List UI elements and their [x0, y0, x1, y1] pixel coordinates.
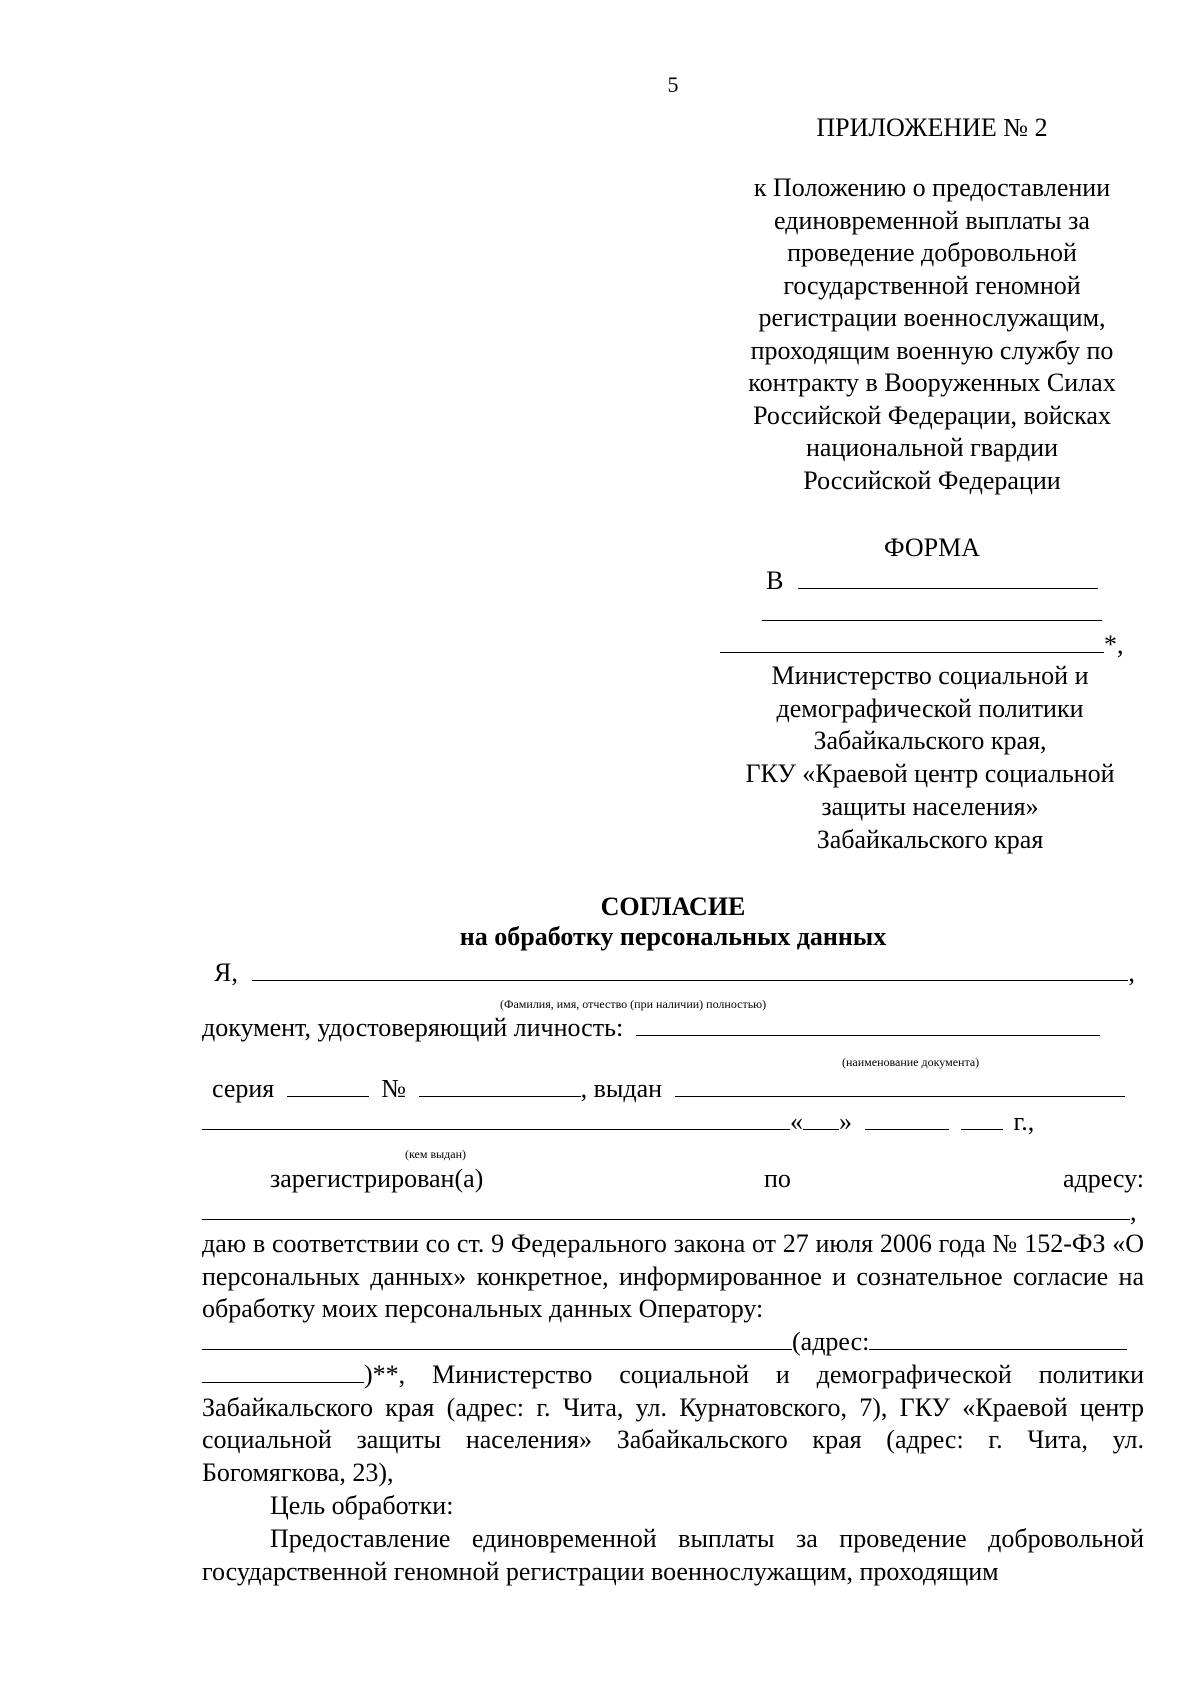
quote-close: »: [839, 1107, 852, 1136]
consent-title: СОГЛАСИЕ: [600, 892, 746, 921]
addressee-block: [700, 660, 1160, 856]
document-label: документ, удостоверяющий личность:: [202, 1013, 624, 1042]
operator-address-blank[interactable]: [869, 1327, 1127, 1350]
appendix-line: национальной гвардии: [806, 433, 1058, 462]
appendix-body: [722, 172, 1142, 497]
addressee-line-3: [720, 629, 1160, 661]
addressee-blank-2[interactable]: [762, 598, 1102, 621]
addressee-text: демографической политики: [776, 693, 1084, 723]
operator-address-blank-2[interactable]: [202, 1360, 364, 1383]
page-number: 5: [667, 72, 679, 97]
quote-open: «: [790, 1107, 803, 1136]
operator-row: [202, 1326, 1144, 1358]
operator-blank[interactable]: [202, 1327, 792, 1350]
address-comma: ,: [1130, 1197, 1137, 1226]
appendix-line: к Положению о предоставлении: [753, 173, 1111, 202]
year-blank[interactable]: [961, 1107, 1003, 1130]
addressee-line-2: [722, 597, 1142, 629]
addressee-blank-3[interactable]: [720, 630, 1104, 653]
addressee-blank-1[interactable]: [798, 566, 1098, 589]
registered-word: зарегистрирован(а): [270, 1164, 484, 1193]
consent-paragraph: даю в соответствии со ст. 9 Федерального закона от 27 июля 2006 года № 152-ФЗ «О персональных данных» конкретное, информированное и сознательное согласие на обработку моих персональных данных Оператору:: [202, 1229, 1144, 1324]
month-blank[interactable]: [865, 1107, 949, 1130]
issued-date-row: [202, 1106, 1144, 1138]
address-blank[interactable]: [202, 1197, 1130, 1220]
addressee-text: Забайкальского края,: [813, 726, 1047, 756]
day-blank[interactable]: [803, 1107, 839, 1130]
address-row: [202, 1196, 1144, 1228]
i-prefix: Я,: [214, 958, 238, 987]
addressee-text: Забайкальского края: [816, 824, 1044, 854]
purpose-paragraph: Предоставление единовременной выплаты за проведение добровольной государственной геномной регистрации военнослужащим, проходящим: [202, 1524, 1144, 1586]
appendix-line: государственной геномной: [783, 270, 1081, 300]
issued-by-blank[interactable]: [202, 1107, 790, 1130]
number-label: №: [381, 1074, 407, 1103]
forma-label: ФОРМА: [884, 533, 980, 562]
document-row: [202, 1012, 1144, 1044]
addressee-text: Министерство социальной и: [771, 661, 1089, 690]
document-caption: (наименование документа): [842, 1055, 980, 1069]
series-label: серия: [212, 1074, 275, 1103]
series-blank[interactable]: [287, 1074, 369, 1097]
series-row: [202, 1073, 1144, 1105]
address-label: (адрес:: [792, 1327, 870, 1356]
issued-blank[interactable]: [675, 1074, 1125, 1097]
fio-blank[interactable]: [252, 958, 1128, 981]
document-blank[interactable]: [636, 1013, 1100, 1036]
registered-word: по: [764, 1164, 791, 1193]
fio-comma: ,: [1128, 958, 1135, 987]
appendix-title: ПРИЛОЖЕНИЕ № 2: [816, 113, 1048, 142]
number-blank[interactable]: [419, 1074, 581, 1097]
addressee-prefix: В: [766, 566, 784, 595]
addressee-text: защиты населения»: [821, 791, 1039, 821]
issued-by-caption: (кем выдан): [405, 1147, 467, 1161]
registered-word: адресу:: [1062, 1164, 1144, 1193]
year-suffix: г.,: [1013, 1107, 1035, 1136]
appendix-line: регистрации военнослужащим,: [758, 303, 1106, 332]
appendix-line: Российской Федерации, войсках: [753, 400, 1111, 430]
ministry-paragraph: )**, Министерство социальной и демографической политики Забайкальского края (адрес: г. Чита, ул. Курнатовского, 7), ГКУ «Краевой центр социальной защиты населения» Забайкальского края (адрес: г. Чита, ул. Богомягкова, 23),: [202, 1360, 1144, 1488]
consent-subtitle: на обработку персональных данных: [459, 922, 887, 951]
purpose-label: Цель обработки:: [270, 1491, 454, 1520]
appendix-line: Российской Федерации: [803, 465, 1061, 495]
appendix-line: контракту в Вооруженных Силах: [748, 368, 1116, 397]
addressee-line-1: [722, 565, 1142, 597]
fio-row: [202, 957, 1144, 989]
issued-label: , выдан: [580, 1074, 663, 1103]
addressee-suffix: *,: [1104, 630, 1124, 659]
fio-caption: (Фамилия, имя, отчество (при наличии) полностью): [500, 997, 767, 1011]
appendix-line: проведение добровольной: [787, 238, 1077, 267]
addressee-text: ГКУ «Краевой центр социальной: [745, 759, 1115, 789]
registered-row: [202, 1163, 1144, 1195]
appendix-line: проходящим военную службу по: [750, 335, 1114, 365]
appendix-line: единовременной выплаты за: [774, 205, 1090, 235]
